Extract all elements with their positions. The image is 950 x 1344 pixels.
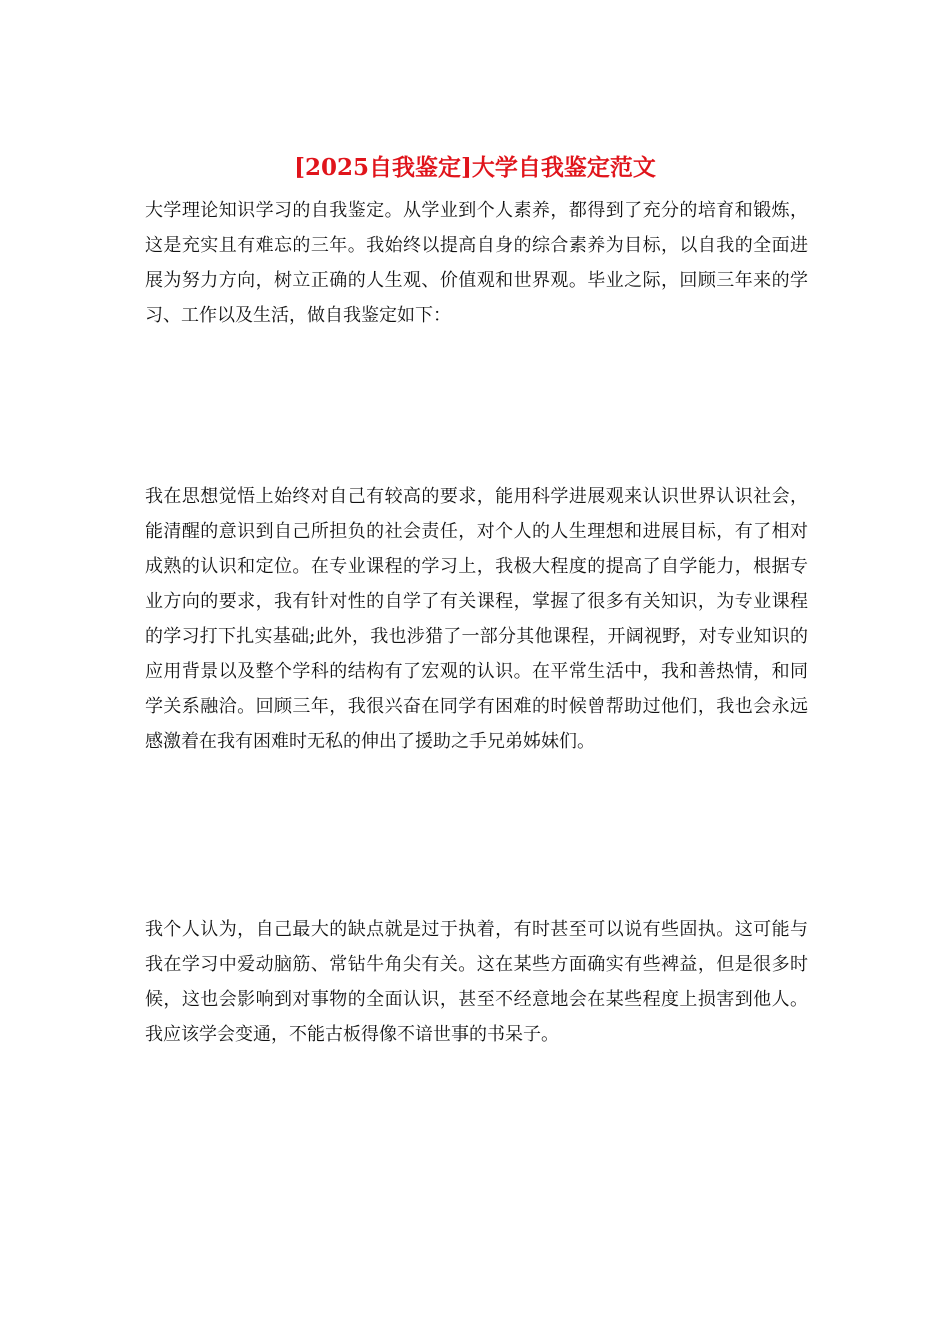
document-title: [2025自我鉴定]大学自我鉴定范文 xyxy=(294,154,656,181)
paragraph-intro: 大学理论知识学习的自我鉴定。从学业到个人素养，都得到了充分的培育和锻炼，这是充实且有难忘的三年。我始终以提高自身的综合素养为目标，以自我的全面进展为努力方向，树立正确的人生观、价值观和世界观。毕业之际，回顾三年来的学习、工作以及生活，做自我鉴定如下： xyxy=(145,200,808,326)
paragraph-strengths: 我在思想觉悟上始终对自己有较高的要求，能用科学进展观来认识世界认识社会，能清醒的意识到自己所担负的社会责任，对个人的人生理想和进展目标，有了相对成熟的认识和定位。在专业课程的学习上，我极大程度的提高了自学能力，根据专业方向的要求，我有针对性的自学了有关课程，掌握了很多有关知识，为专业课程的学习打下扎实基础;此外，我也涉猎了一部分其他课程，开阔视野，对专业知识的应用背景以及整个学科的结构有了宏观的认识。在平常生活中，我和善热情，和同学关系融洽。回顾三年，我很兴奋在同学有困难的时候曾帮助过他们，我也会永远感激着在我有困难时无私的伸出了援助之手兄弟姊妹们。 xyxy=(145,486,808,752)
paragraph-weaknesses: 我个人认为，自己最大的缺点就是过于执着，有时甚至可以说有些固执。这可能与我在学习中爱动脑筋、常钻牛角尖有关。这在某些方面确实有些裨益，但是很多时候，这也会影响到对事物的全面认识，甚至不经意地会在某些程度上损害到他人。我应该学会变通，不能古板得像不谙世事的书呆子。 xyxy=(145,919,808,1045)
